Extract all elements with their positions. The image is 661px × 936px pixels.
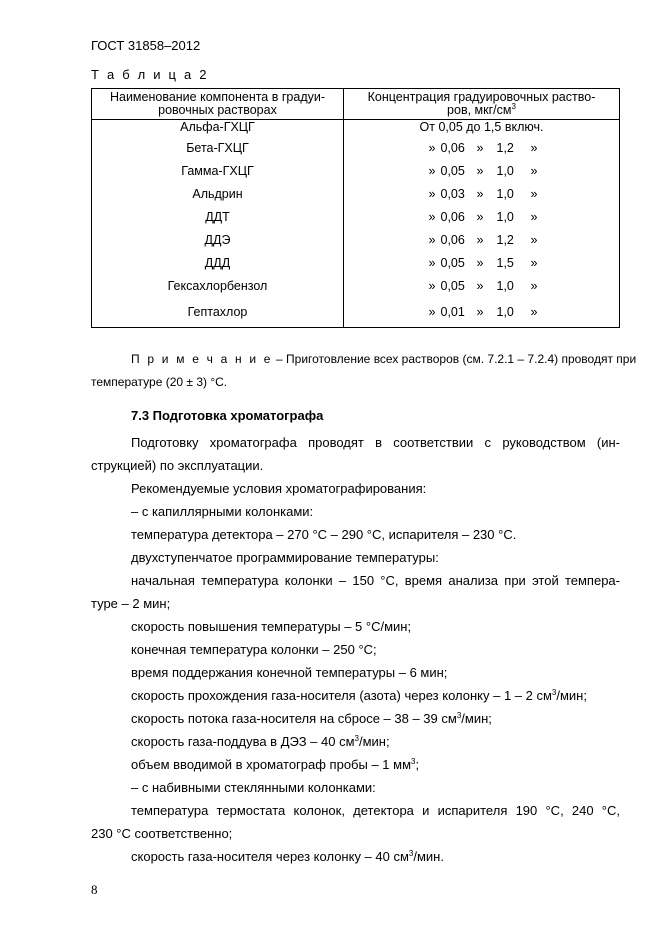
concentration-range: » 0,03 » 1,0 » bbox=[344, 182, 620, 205]
concentration-range: » 0,05 » 1,5 » bbox=[344, 251, 620, 274]
paragraph: начальная температура колонки – 150 °С, время анализа при этой темпера- bbox=[131, 573, 620, 588]
table-note: П р и м е ч а н и е – Приготовление всех растворов (см. 7.2.1 – 7.2.4) проводят при bbox=[131, 352, 637, 366]
paragraph: 230 °С соответственно; bbox=[91, 826, 233, 841]
component-name: Альдрин bbox=[92, 182, 344, 205]
table-row bbox=[92, 228, 620, 251]
table-row bbox=[92, 297, 620, 328]
component-name: ДДТ bbox=[92, 205, 344, 228]
table-note-cont: температуре (20 ± 3) °С. bbox=[91, 375, 228, 389]
component-name: Гамма-ГХЦГ bbox=[92, 159, 344, 182]
section-title: 7.3 Подготовка хроматографа bbox=[131, 408, 324, 423]
paragraph: струкцией) по эксплуатации. bbox=[91, 458, 264, 473]
paragraph: – с набивными стеклянными колонками: bbox=[131, 780, 376, 795]
paragraph: время поддержания конечной температуры – 6 мин; bbox=[131, 665, 448, 680]
table-row bbox=[92, 159, 620, 182]
component-name: ДДЭ bbox=[92, 228, 344, 251]
table-row bbox=[92, 182, 620, 205]
concentration-range: » 0,05 » 1,0 » bbox=[344, 159, 620, 182]
paragraph: температура детектора – 270 °С – 290 °С, испарителя – 230 °С. bbox=[131, 527, 517, 542]
paragraph: скорость газа-носителя через колонку – 40 $см^3$/мин. bbox=[131, 849, 444, 864]
component-name: Гексахлорбензол bbox=[92, 274, 344, 297]
table-row bbox=[92, 251, 620, 274]
paragraph: скорость прохождения газа-носителя (азота) через колонку – 1 – 2 $см^3$/мин; bbox=[131, 688, 587, 703]
paragraph: двухступенчатое программирование температуры: bbox=[131, 550, 439, 565]
concentration-range: От 0,05 до 1,5 включ. bbox=[344, 120, 620, 137]
paragraph: объем вводимой в хроматограф пробы – 1 $мм^3$; bbox=[131, 757, 420, 772]
paragraph: скорость повышения температуры – 5 °С/мин; bbox=[131, 619, 412, 634]
paragraph: скорость газа-поддува в ДЭЗ – 40 $см^3$/мин; bbox=[131, 734, 390, 749]
paragraph: температура термостата колонок, детектора и испарителя 190 °С, 240 °С, bbox=[131, 803, 620, 818]
component-name: Бета-ГХЦГ bbox=[92, 136, 344, 159]
paragraph: Подготовку хроматографа проводят в соответствии с руководством (ин- bbox=[131, 435, 620, 450]
concentration-range: » 0,06 » 1,2 » bbox=[344, 136, 620, 159]
component-name: ДДД bbox=[92, 251, 344, 274]
paragraph: скорость потока газа-носителя на сбросе – 38 – 39 $см^3$/мин; bbox=[131, 711, 492, 726]
table-row bbox=[92, 136, 620, 159]
table-caption: Т а б л и ц а 2 bbox=[91, 67, 209, 82]
concentration-range: » 0,05 » 1,0 » bbox=[344, 274, 620, 297]
component-name: Гептахлор bbox=[92, 297, 344, 328]
table-row bbox=[92, 120, 620, 137]
table-row bbox=[92, 205, 620, 228]
concentration-range: » 0,06 » 1,0 » bbox=[344, 205, 620, 228]
component-name: Альфа-ГХЦГ bbox=[92, 120, 344, 137]
col-header-component: Наименование компонента в градуи- ровочных растворах bbox=[92, 89, 344, 120]
document-header: ГОСТ 31858–2012 bbox=[91, 38, 201, 53]
paragraph: – с капиллярными колонками: bbox=[131, 504, 314, 519]
col-header-concentration: Концентрация градуировочных раство- ров, мкг/$см^3$ bbox=[344, 89, 620, 120]
paragraph: конечная температура колонки – 250 °С; bbox=[131, 642, 377, 657]
table-header-row bbox=[92, 89, 620, 120]
concentration-range: » 0,06 » 1,2 » bbox=[344, 228, 620, 251]
table-row bbox=[92, 274, 620, 297]
note-label: П р и м е ч а н и е bbox=[131, 352, 273, 366]
concentration-range: » 0,01 » 1,0 » bbox=[344, 297, 620, 328]
paragraph: туре – 2 мин; bbox=[91, 596, 171, 611]
calibration-table bbox=[91, 88, 620, 328]
paragraph: Рекомендуемые условия хроматографирования: bbox=[131, 481, 427, 496]
page-number: 8 bbox=[91, 882, 98, 897]
